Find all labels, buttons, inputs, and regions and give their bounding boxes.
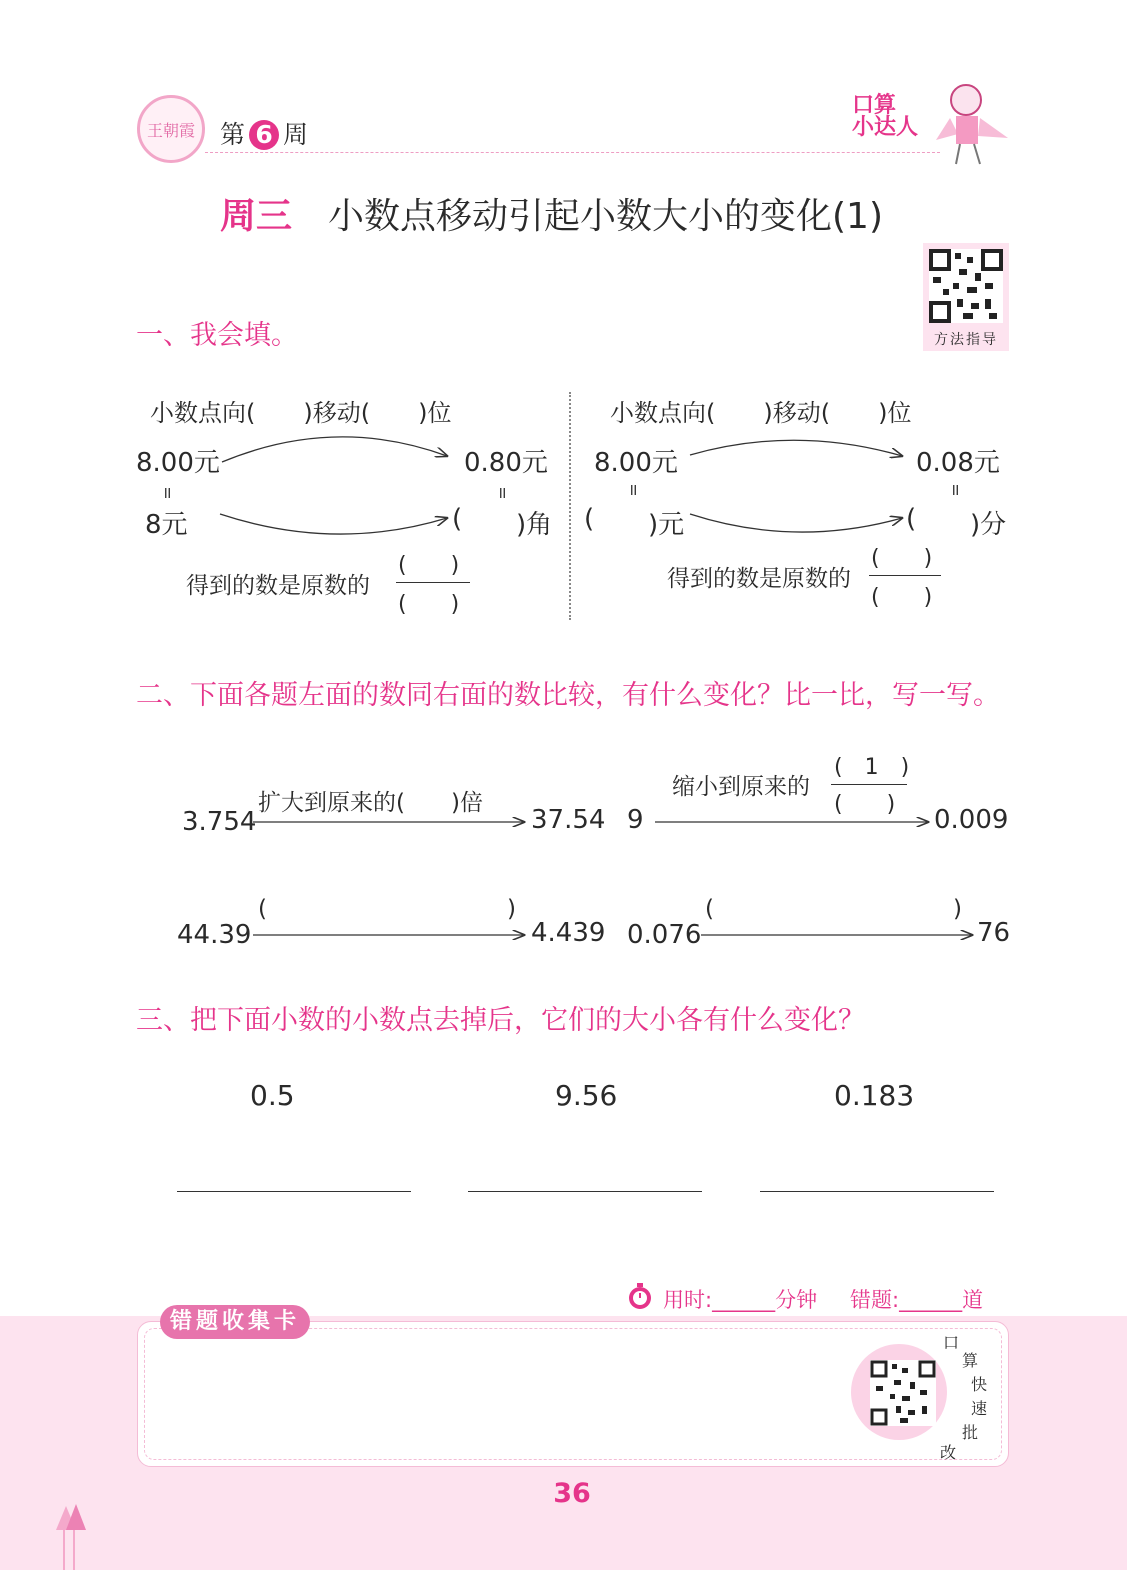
equals-left-2: ॥: [497, 483, 507, 502]
title-topic: 小数点移动引起小数大小的变化(1): [328, 196, 884, 237]
fraction-top-right[interactable]: ( ): [871, 546, 933, 571]
s3-number-2: 9.56: [555, 1079, 618, 1112]
side-char-2: 算: [962, 1351, 979, 1370]
s2-item2-frac-bottom[interactable]: ( ): [834, 792, 896, 817]
s2-item4-open: (: [705, 896, 714, 922]
week-suffix: 周: [283, 120, 309, 149]
from-alt-left: 8元: [145, 510, 188, 540]
side-char-3: 快: [971, 1375, 988, 1394]
s3-answer-line-1[interactable]: [177, 1191, 411, 1192]
side-char-4: 速: [971, 1399, 988, 1418]
equals-right-2: ॥: [950, 480, 960, 499]
week-prefix: 第: [220, 120, 246, 149]
s2-item3-open: (: [258, 896, 267, 922]
stopwatch-icon: [626, 1282, 654, 1310]
fraction-bottom-right[interactable]: ( ): [871, 585, 933, 610]
s3-answer-line-3[interactable]: [760, 1191, 994, 1192]
s2-item2-label: 缩小到原来的: [672, 774, 810, 800]
to-value-right: 0.08元: [916, 448, 1000, 478]
title-day: 周三: [220, 196, 293, 237]
s2-item1-right: 37.54: [531, 805, 606, 835]
time-label[interactable]: 用时:______分钟: [663, 1288, 818, 1312]
week-number-badge: 6: [249, 120, 279, 150]
move-label-left: 小数点向( )移动( )位: [150, 399, 452, 427]
blank-close-right-to[interactable]: )分: [970, 510, 1007, 540]
result-label-right: 得到的数是原数的: [667, 566, 851, 592]
s2-item2-left: 9: [627, 805, 644, 835]
s2-item2-right: 0.009: [934, 805, 1009, 835]
section3-heading: 三、把下面小数的小数点去掉后，它们的大小各有什么变化？: [136, 1005, 865, 1036]
page-number: 36: [553, 1478, 591, 1509]
s3-number-1: 0.5: [250, 1079, 295, 1112]
s3-answer-line-2[interactable]: [468, 1191, 702, 1192]
equals-right-1: ॥: [628, 480, 638, 499]
s2-item4-left: 0.076: [627, 920, 702, 950]
s2-item4-right: 76: [977, 918, 1011, 948]
s2-item3-close[interactable]: ): [507, 896, 516, 922]
blank-close-left[interactable]: )角: [516, 510, 553, 540]
s2-item1-label[interactable]: 扩大到原来的( )倍: [258, 790, 483, 816]
section2-heading: 二、下面各题左面的数同右面的数比较，有什么变化？比一比，写一写。: [136, 680, 1000, 711]
s2-item4-close[interactable]: ): [953, 896, 962, 922]
up-arrow-icon: [52, 1500, 92, 1570]
s2-item3-left: 44.39: [177, 920, 252, 950]
blank-close-right-from[interactable]: )元: [648, 510, 685, 540]
brand-line1: 口算: [852, 93, 897, 118]
qr-caption: 方法指导: [923, 329, 1009, 351]
side-char-5: 批: [962, 1423, 979, 1442]
blank-open-right-to: (: [906, 504, 917, 534]
qr-code-bottom[interactable]: [870, 1360, 936, 1426]
blank-open-right-from: (: [584, 504, 595, 534]
from-value-right: 8.00元: [594, 448, 678, 478]
logo-text: 王朝霞: [146, 121, 195, 140]
brand-line2: 小达人: [852, 115, 919, 140]
move-label-right: 小数点向( )移动( )位: [610, 399, 912, 427]
from-value-left: 8.00元: [136, 448, 220, 478]
s2-item2-frac-top: ( 1 ): [834, 755, 910, 780]
side-char-1: 口: [943, 1333, 960, 1352]
fraction-top-left[interactable]: ( ): [398, 553, 460, 578]
section1-heading: 一、我会填。: [136, 320, 298, 351]
result-label-left: 得到的数是原数的: [186, 573, 370, 599]
fraction-bottom-left[interactable]: ( ): [398, 592, 460, 617]
s2-item1-left: 3.754: [182, 807, 257, 837]
error-card-title: 错题收集卡: [160, 1305, 310, 1339]
to-value-left: 0.80元: [464, 448, 548, 478]
blank-open-left: (: [452, 504, 463, 534]
equals-left-1: ॥: [162, 483, 172, 502]
s3-number-3: 0.183: [834, 1079, 915, 1112]
s2-item3-right: 4.439: [531, 918, 606, 948]
errors-label[interactable]: 错题:______道: [850, 1288, 984, 1312]
side-char-6: 改: [940, 1443, 957, 1462]
